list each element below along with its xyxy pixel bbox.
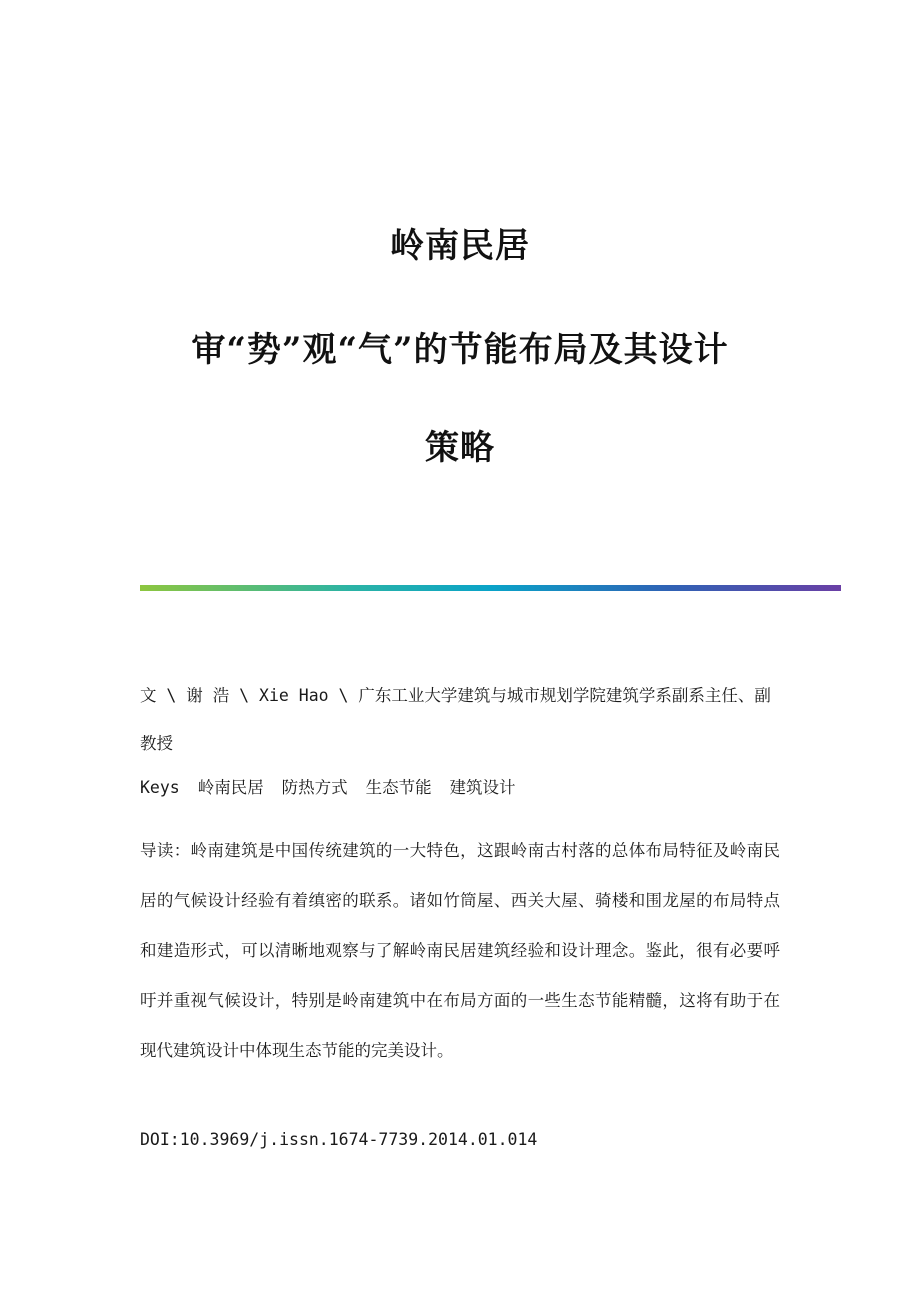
keywords-line — [140, 776, 780, 800]
keywords-label: Keys — [140, 778, 180, 797]
keyword: 生态节能 — [365, 778, 432, 797]
keyword: 防热方式 — [281, 778, 348, 797]
author-byline: 文 \ 谢 浩 \ Xie Hao \ 广东工业大学建筑与城市规划学院建筑学系副系主任、副教授 — [140, 686, 771, 753]
keyword: 建筑设计 — [449, 778, 516, 797]
title-line-1: 岭南民居 — [390, 226, 530, 266]
doi-text: DOI:10.3969/j.issn.1674-7739.2014.01.014 — [140, 1130, 538, 1149]
gradient-divider — [140, 585, 841, 591]
title-line-3: 策略 — [425, 428, 495, 468]
keyword: 岭南民居 — [197, 778, 264, 797]
title-line-2: 审“势”观“气”的节能布局及其设计 — [191, 330, 729, 370]
abstract-paragraph: 导读：岭南建筑是中国传统建筑的一大特色，这跟岭南古村落的总体布局特征及岭南民居的气候设计经验有着缜密的联系。诸如竹筒屋、西关大屋、骑楼和围龙屋的布局特点和建造形式，可以清晰地观察与了解岭南民居建筑经验和设计理念。鉴此，很有必要呼吁并重视气候设计，特别是岭南建筑中在布局方面的一些生态节能精髓，这将有助于在现代建筑设计中体现生态节能的完美设计。 — [140, 841, 780, 1060]
